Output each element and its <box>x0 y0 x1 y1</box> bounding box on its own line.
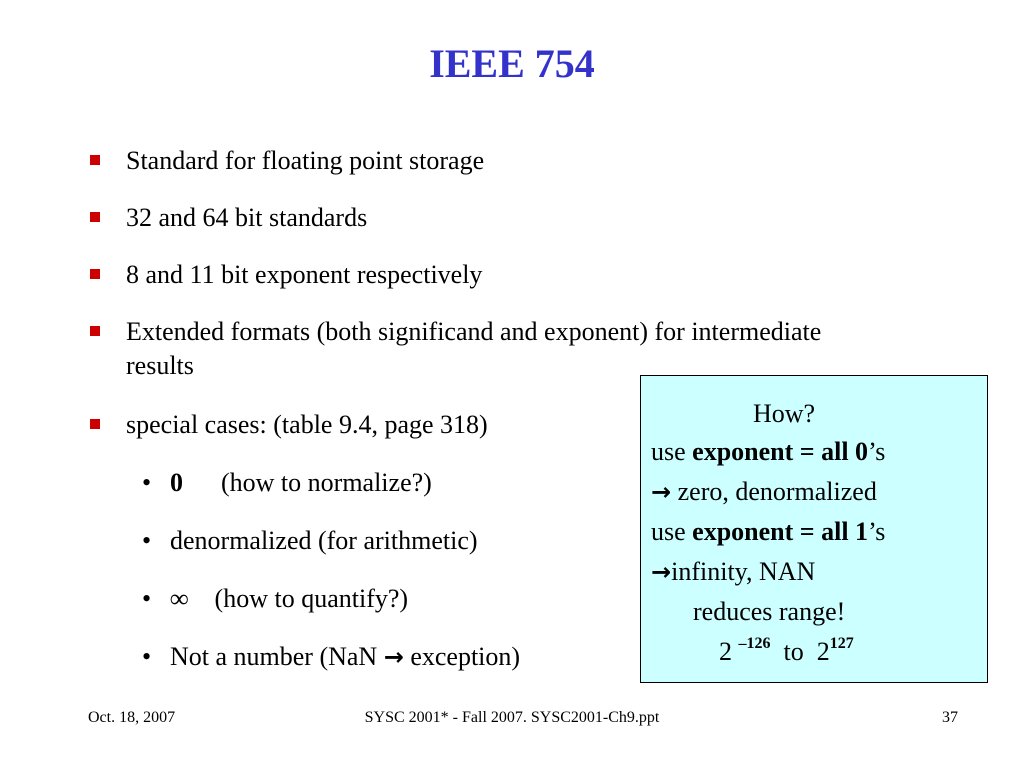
infinity-symbol: ∞ <box>170 584 189 613</box>
callout-line: use exponent = all 0’s <box>651 437 886 466</box>
callout-heading: How? <box>753 399 816 428</box>
exponent-one-label: exponent = all 1 <box>692 517 869 546</box>
sub-bullet-text: denormalized (for arithmetic) <box>170 526 478 555</box>
page-number: 37 <box>942 709 958 726</box>
sub-bullet-text: (how to quantify?) <box>214 584 409 613</box>
right-arrow-icon: → <box>651 478 672 506</box>
square-bullet-icon <box>90 269 100 279</box>
sub-bullet-text: Not a number (NaN <box>170 642 384 671</box>
bullet-text: Extended formats (both significand and exponent) for intermediate results <box>126 317 822 380</box>
dot-bullet-icon: • <box>142 468 152 497</box>
bullet-text: 32 and 64 bit standards <box>126 203 368 232</box>
range-formula: 2 $^{-126}$ to $2^{127}$ <box>719 635 854 666</box>
square-bullet-icon <box>90 212 100 222</box>
bullet-text: Standard for floating point storage <box>126 146 485 175</box>
bullet-text: special cases: (table 9.4, page 318) <box>126 410 488 439</box>
callout-line: → zero, denormalized <box>651 477 877 506</box>
square-bullet-icon <box>90 155 100 165</box>
exponent-zero-label: exponent = all 0 <box>692 437 869 466</box>
dot-bullet-icon: • <box>142 526 152 555</box>
footer-date: Oct. 18, 2007 <box>88 709 176 726</box>
sub-bullet-text: (how to normalize?) <box>221 468 432 497</box>
right-arrow-icon: → <box>383 643 404 671</box>
callout-line: →infinity, NAN <box>651 557 816 586</box>
sub-bullet-text-end: exception) <box>403 642 521 671</box>
square-bullet-icon <box>90 326 100 336</box>
zero-label: 0 <box>170 468 183 497</box>
callout-box <box>640 375 988 683</box>
footer-course: SYSC 2001* - Fall 2007. SYSC2001-Ch9.ppt <box>364 709 660 726</box>
right-arrow-icon: → <box>651 558 672 586</box>
square-bullet-icon <box>90 419 100 429</box>
slide-title: IEEE 754 <box>429 41 595 86</box>
callout-line: use exponent = all 1’s <box>651 517 886 546</box>
callout-line: reduces range! <box>693 597 846 626</box>
bullet-text: 8 and 11 bit exponent respectively <box>126 260 483 289</box>
dot-bullet-icon: • <box>142 584 152 613</box>
range-exponent-max: 127 <box>829 635 854 652</box>
dot-bullet-icon: • <box>142 642 152 671</box>
range-exponent-min: –126 <box>738 635 771 652</box>
